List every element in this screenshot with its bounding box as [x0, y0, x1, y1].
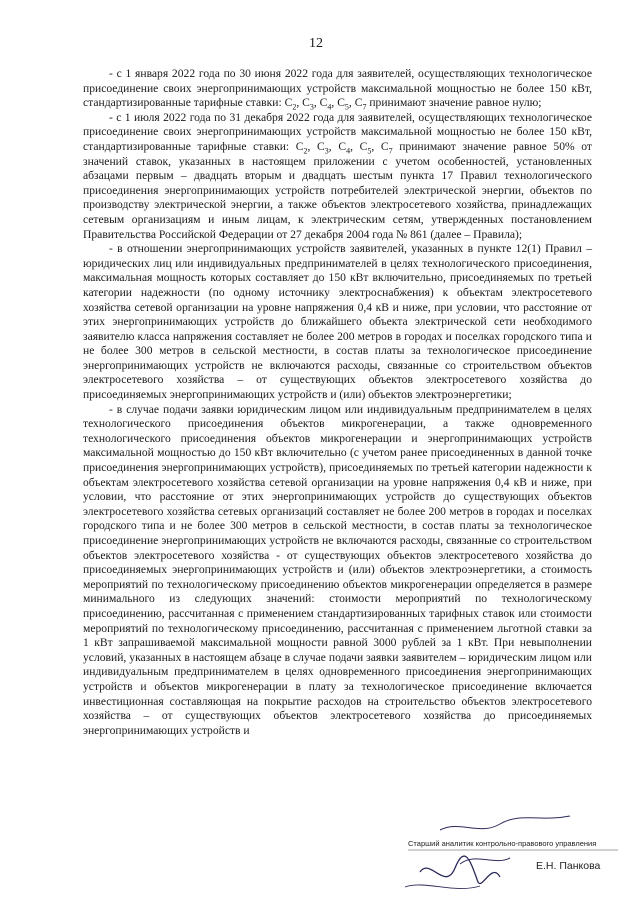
paragraph-text: , С — [328, 139, 347, 153]
signature-icon — [400, 802, 628, 902]
paragraph — [83, 242, 592, 403]
certification-stamp — [400, 802, 628, 902]
paragraph — [83, 403, 592, 739]
subscript-index: 5 — [367, 146, 372, 156]
subscript-index: 4 — [327, 102, 332, 112]
paragraph-text: , С — [348, 96, 363, 110]
subscript-index: 3 — [324, 146, 329, 156]
paragraph-text: принимают значение равное 50% от значений ставок, указанных в настоящем приложении с учетом особенностей, установленных абзацами первым – двадцать вторым и двадцать шестым пункта 17 Правил технологического присоединения энергопринимающих устройств потребителей электрической энергии, объектов по производству электрической энергии, а также объектов электросетевого хозяйства, принадлежащих сетевым организациям и иным лицам, к электрическим сетям, утвержденных постановлением Правительства Российской Федерации от 27 декабря 2004 года № 861 (далее – Правила); — [83, 139, 593, 241]
paragraph-text: принимают значение равное нулю; — [366, 96, 542, 110]
paragraph-text: , С — [371, 139, 389, 153]
paragraph — [83, 111, 592, 242]
paragraph-text: , С — [350, 139, 368, 153]
paragraph-text: , С — [313, 96, 328, 110]
paragraph-text: , С — [331, 96, 345, 110]
subscript-index: 7 — [362, 102, 367, 112]
paragraph-text: - в отношении энергопринимающих устройств заявителей, указанных в пункте 12(1) Правил – юридических лиц или индивидуальных предпринимателей в целях технологического присоединения, максимальная мощность которых составляет до 150 кВт включительно, присоединяемых по третьей категории надежности (по одному источнику электроснабжения) к объектам электросетевого хозяйства сетевой организации на уровне напряжения 0,4 кВ и ниже, при условии, что расстояние от этих энергопринимающих устройств до ближайшего объекта электрической сети необходимого заявителю класса напряжения составляет не более 200 метров в городах и поселках городского типа и не более 300 метров в сельской местности, в состав платы за технологическое присоединение энергопринимающих устройств не включаются расходы, связанные со строительством объектов электросетевого хозяйства – от существующих объектов электросетевого хозяйства до присоединяемых энергопринимающих устройств и (или) объектов электроэнергетики; — [83, 242, 592, 402]
paragraph-text: - с 1 января 2022 года по 30 июня 2022 года для заявителей, осуществляющих технологическое присоединение своих энергопринимающих устройств максимальной мощностью не более 150 кВт, стандартизированные тарифные ставки: С — [83, 67, 592, 110]
stamp-signer-name: Е.Н. Панкова — [536, 860, 601, 872]
subscript-index: 7 — [388, 146, 393, 156]
subscript-index: 2 — [303, 146, 308, 156]
document-body — [83, 67, 592, 738]
paragraph — [83, 67, 592, 111]
subscript-index: 2 — [292, 102, 297, 112]
paragraph-text: - в случае подачи заявки юридическим лицом или индивидуальным предпринимателем в целях технологического присоединения объектов микрогенерации, а также одновременного технологического присоединения объектов микрогенерации и энергопринимающих устройств максимальной мощностью до 150 кВт включительно (с учетом ранее присоединенных в данной точке присоединения энергопринимающих устройств), присоединяемых по третьей категории надежности к объектам электросетевого хозяйства сетевой организации на уровне напряжения 0,4 кВ и ниже, при условии, что расстояние от этих энергопринимающих устройств до существующих объектов электросетевого хозяйства сетевых организаций составляет не более 200 метров в городах и поселках городского типа и не более 300 метров в сельской местности, в состав платы за технологическое присоединение энергопринимающих устройств не включаются расходы, связанные со строительством объектов электросетевого хозяйства - от существующих объектов электросетевого хозяйства до присоединяемых энергопринимающих устройств и (или) объектов электроэнергетики, а стоимость мероприятий по технологическому присоединению объектов микрогенерации определяется в размере минимального из следующих значений: стоимости мероприятий по технологическому присоединению, рассчитанная с применением стандартизированных тарифных ставок или стоимости мероприятий по технологическому присоединению, рассчитанная с применением льготной ставки за 1 кВт запрашиваемой максимальной мощности равной 3000 рублей за 1 кВт. При невыполнении условий, указанных в настоящем абзаце в случае подачи заявки заявителем – юридическим лицом или индивидуальным предпринимателем в целях одновременного присоединения энергопринимающих устройств и объектов микрогенерации в плату за технологическое присоединение включается инвестиционная составляющая на покрытие расходов на строительство объектов электросетевого хозяйства – от существующих объектов электросетевого хозяйства до присоединяемых энергопринимающих устройств и — [83, 402, 592, 737]
stamp-position-label: Старший аналитик контрольно-правового управления — [408, 839, 597, 848]
paragraph-text: - с 1 июля 2022 года по 31 декабря 2022 года для заявителей, осуществляющих технологическое присоединение своих энергопринимающих устройств максимальной мощностью не более 150 кВт, стандартизированные тарифные ставки: С — [83, 110, 592, 153]
paragraph-text: , С — [307, 139, 325, 153]
paragraph-text: , С — [296, 96, 310, 110]
subscript-index: 3 — [309, 102, 314, 112]
page-number: 12 — [309, 36, 323, 51]
subscript-index: 4 — [346, 146, 351, 156]
subscript-index: 5 — [344, 102, 349, 112]
